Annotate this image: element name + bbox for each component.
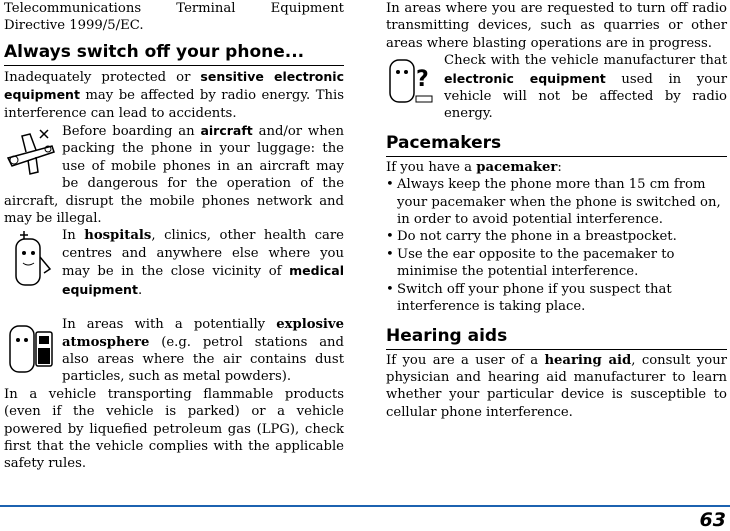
right-column bbox=[386, 0, 727, 421]
hospital-phone-icon bbox=[4, 229, 56, 289]
list-item: • Switch off your phone if you suspect that interference is taking place. bbox=[386, 281, 727, 316]
paragraph-vehicle-flammable: In a vehicle transporting flammable products (even if the vehicle is parked) or a vehicle powered by liquefied petroleum gas (LPG), check first that the vehicle complies with the applicable safety rules. bbox=[4, 386, 344, 472]
list-item: • Use the ear opposite to the pacemaker to minimise the potential interference. bbox=[386, 246, 727, 281]
section-heading-switch-off: Always switch off your phone... bbox=[4, 41, 344, 66]
section-heading-pacemakers: Pacemakers bbox=[386, 132, 727, 157]
paragraph-explosive: In areas with a potentially explosive atmosphere (e.g. petrol stations and also areas where the air contains dust particles, such as metal powders). bbox=[4, 316, 344, 386]
section-heading-hearing-aids: Hearing aids bbox=[386, 325, 727, 350]
page-number: 63 bbox=[699, 509, 726, 531]
airplane-phone-icon bbox=[4, 124, 56, 180]
footer-rule bbox=[0, 505, 730, 507]
question-phone-icon bbox=[386, 56, 438, 106]
pacemaker-list bbox=[386, 176, 727, 315]
left-column bbox=[4, 0, 344, 473]
paragraph-blasting: In areas where you are requested to turn off radio transmitting devices, such as quarries or other areas where blasting operations are in progress. bbox=[386, 1, 727, 51]
svg-text:?: ? bbox=[416, 67, 429, 93]
paragraph-hearing-aid: If you are a user of a hearing aid, consult your physician and hearing aid manufacturer to learn whether your particular device is susceptible to cellular phone interference. bbox=[386, 352, 727, 420]
list-item: • Do not carry the phone in a breastpocket. bbox=[386, 228, 727, 245]
paragraph-hospitals: In hospitals, clinics, other health care centres and anywhere else where you may be in the close vicinity of medical equipment. bbox=[4, 227, 344, 299]
fuel-pump-phone-icon bbox=[4, 318, 56, 376]
list-item: • Always keep the phone more than 15 cm from your pacemaker when the phone is switched on, in order to avoid potential interference. bbox=[386, 176, 727, 228]
paragraph-vehicle-electronics: ? Check with the vehicle manufacturer that electronic equipment used in your vehicle will not be affected by radio energy. bbox=[386, 52, 727, 123]
paragraph-sensitive-equipment: Inadequately protected or sensitive electronic equipment may be affected by radio energy. This interference can lead to accidents. bbox=[4, 68, 344, 121]
directive-text: Telecommunications Terminal Equipment Directive 1999/5/EC. bbox=[4, 1, 344, 34]
pacemaker-intro: If you have a pacemaker: bbox=[386, 159, 562, 175]
paragraph-aircraft: Before boarding an aircraft and/or when packing the phone in your luggage: the use of mobile phones in an aircraft may be dangerous for the operation of the aircraft, disrupt the mobile phones network and may be illegal. bbox=[4, 123, 345, 227]
